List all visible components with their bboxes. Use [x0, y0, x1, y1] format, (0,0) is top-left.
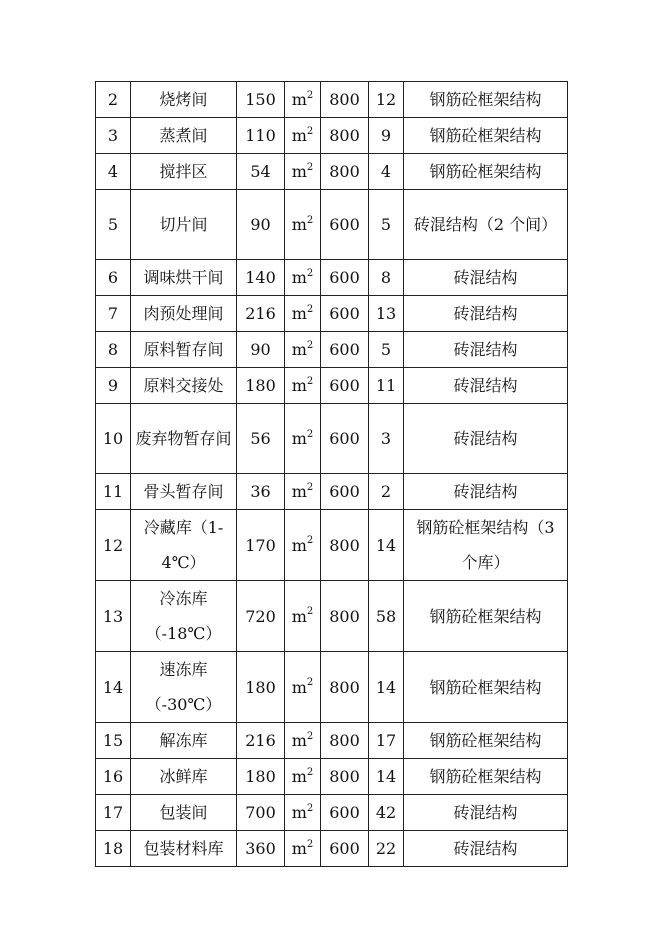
room-area: 150: [237, 82, 285, 118]
row-number: 13: [96, 581, 131, 652]
structure-type: 砖混结构: [404, 332, 568, 368]
unit-exponent: 2: [306, 766, 314, 778]
row-number: 16: [96, 759, 131, 795]
room-area: 140: [237, 260, 285, 296]
count-value: 13: [369, 296, 404, 332]
unit-exponent: 2: [306, 339, 314, 351]
table-body: [96, 82, 568, 867]
room-name: 速冻库（-30℃）: [131, 652, 237, 723]
load-value: 800: [321, 581, 369, 652]
count-value: 42: [369, 795, 404, 831]
row-number: 6: [96, 260, 131, 296]
count-value: 14: [369, 652, 404, 723]
unit-base: m: [291, 215, 307, 234]
structure-type: 砖混结构: [404, 404, 568, 474]
table-row: [96, 723, 568, 759]
load-value: 600: [321, 474, 369, 510]
room-area: 180: [237, 368, 285, 404]
unit-exponent: 2: [306, 303, 314, 315]
room-area: 180: [237, 652, 285, 723]
room-area: 110: [237, 118, 285, 154]
unit-base: m: [291, 376, 307, 395]
count-value: 3: [369, 404, 404, 474]
area-unit: [285, 404, 321, 474]
area-unit: [285, 368, 321, 404]
structure-type: 钢筋砼框架结构: [404, 759, 568, 795]
unit-base: m: [291, 839, 307, 858]
table-row: [96, 368, 568, 404]
structure-type: 钢筋砼框架结构: [404, 581, 568, 652]
area-unit: [285, 82, 321, 118]
unit-base: m: [291, 268, 307, 287]
room-name: 切片间: [131, 190, 237, 260]
unit-base: m: [291, 429, 307, 448]
room-name: 肉预处理间: [131, 296, 237, 332]
row-number: 14: [96, 652, 131, 723]
row-number: 8: [96, 332, 131, 368]
unit-base: m: [291, 340, 307, 359]
area-unit: [285, 759, 321, 795]
load-value: 600: [321, 795, 369, 831]
structure-type: 砖混结构（2 个间）: [404, 190, 568, 260]
structure-type: 钢筋砼框架结构: [404, 652, 568, 723]
table-row: [96, 82, 568, 118]
unit-exponent: 2: [306, 161, 314, 173]
area-unit: [285, 795, 321, 831]
area-unit: [285, 723, 321, 759]
load-value: 800: [321, 723, 369, 759]
unit-exponent: 2: [306, 535, 314, 547]
row-number: 5: [96, 190, 131, 260]
structure-type: 钢筋砼框架结构: [404, 82, 568, 118]
unit-exponent: 2: [306, 375, 314, 387]
unit-base: m: [291, 731, 307, 750]
structure-type: 钢筋砼框架结构（3 个库）: [404, 510, 568, 581]
load-value: 800: [321, 759, 369, 795]
area-unit: [285, 154, 321, 190]
table-row: [96, 296, 568, 332]
room-area: 180: [237, 759, 285, 795]
load-value: 800: [321, 652, 369, 723]
room-area: 90: [237, 332, 285, 368]
facility-table: [95, 81, 568, 867]
area-unit: [285, 510, 321, 581]
row-number: 3: [96, 118, 131, 154]
row-number: 4: [96, 154, 131, 190]
room-name: 原料交接处: [131, 368, 237, 404]
room-area: 54: [237, 154, 285, 190]
table-row: [96, 510, 568, 581]
count-value: 17: [369, 723, 404, 759]
area-unit: [285, 260, 321, 296]
room-name: 冷藏库（1-4℃）: [131, 510, 237, 581]
count-value: 5: [369, 332, 404, 368]
load-value: 600: [321, 260, 369, 296]
room-name: 骨头暂存间: [131, 474, 237, 510]
room-name: 蒸煮间: [131, 118, 237, 154]
structure-type: 钢筋砼框架结构: [404, 118, 568, 154]
room-name: 解冻库: [131, 723, 237, 759]
room-name: 冷冻库（-18℃）: [131, 581, 237, 652]
load-value: 800: [321, 154, 369, 190]
unit-base: m: [291, 606, 307, 626]
unit-exponent: 2: [306, 214, 314, 226]
area-unit: [285, 190, 321, 260]
unit-exponent: 2: [306, 428, 314, 440]
table-row: [96, 474, 568, 510]
room-area: 216: [237, 296, 285, 332]
area-unit: [285, 296, 321, 332]
unit-exponent: 2: [306, 606, 314, 618]
structure-type: 砖混结构: [404, 296, 568, 332]
load-value: 800: [321, 82, 369, 118]
row-number: 12: [96, 510, 131, 581]
unit-base: m: [291, 126, 307, 145]
area-unit: [285, 831, 321, 867]
unit-exponent: 2: [306, 267, 314, 279]
unit-base: m: [291, 767, 307, 786]
structure-type: 砖混结构: [404, 260, 568, 296]
count-value: 14: [369, 759, 404, 795]
row-number: 18: [96, 831, 131, 867]
count-value: 4: [369, 154, 404, 190]
row-number: 10: [96, 404, 131, 474]
room-name: 烧烤间: [131, 82, 237, 118]
count-value: 2: [369, 474, 404, 510]
structure-type: 砖混结构: [404, 474, 568, 510]
load-value: 600: [321, 404, 369, 474]
room-area: 216: [237, 723, 285, 759]
count-value: 22: [369, 831, 404, 867]
unit-base: m: [291, 677, 307, 697]
table-row: [96, 154, 568, 190]
unit-base: m: [291, 90, 307, 109]
room-name: 废弃物暂存间: [131, 404, 237, 474]
room-area: 56: [237, 404, 285, 474]
count-value: 5: [369, 190, 404, 260]
table-row: [96, 795, 568, 831]
table-row: [96, 404, 568, 474]
room-name: 搅拌区: [131, 154, 237, 190]
table-row: [96, 260, 568, 296]
count-value: 11: [369, 368, 404, 404]
load-value: 800: [321, 118, 369, 154]
unit-base: m: [291, 482, 307, 501]
load-value: 600: [321, 296, 369, 332]
unit-base: m: [291, 535, 307, 555]
unit-exponent: 2: [306, 802, 314, 814]
load-value: 600: [321, 368, 369, 404]
table-row: [96, 581, 568, 652]
unit-exponent: 2: [306, 838, 314, 850]
area-unit: [285, 474, 321, 510]
unit-exponent: 2: [306, 125, 314, 137]
unit-base: m: [291, 304, 307, 323]
unit-base: m: [291, 162, 307, 181]
table-row: [96, 652, 568, 723]
room-area: 700: [237, 795, 285, 831]
unit-exponent: 2: [306, 677, 314, 689]
structure-type: 砖混结构: [404, 368, 568, 404]
count-value: 9: [369, 118, 404, 154]
row-number: 17: [96, 795, 131, 831]
row-number: 15: [96, 723, 131, 759]
count-value: 14: [369, 510, 404, 581]
table-row: [96, 831, 568, 867]
load-value: 600: [321, 831, 369, 867]
room-name: 冰鲜库: [131, 759, 237, 795]
area-unit: [285, 118, 321, 154]
unit-exponent: 2: [306, 730, 314, 742]
table-row: [96, 759, 568, 795]
structure-type: 钢筋砼框架结构: [404, 154, 568, 190]
load-value: 600: [321, 190, 369, 260]
room-area: 36: [237, 474, 285, 510]
room-area: 170: [237, 510, 285, 581]
table-row: [96, 332, 568, 368]
row-number: 11: [96, 474, 131, 510]
room-name: 包装间: [131, 795, 237, 831]
count-value: 12: [369, 82, 404, 118]
structure-type: 砖混结构: [404, 831, 568, 867]
room-name: 调味烘干间: [131, 260, 237, 296]
area-unit: [285, 332, 321, 368]
room-area: 360: [237, 831, 285, 867]
structure-type: 砖混结构: [404, 795, 568, 831]
count-value: 58: [369, 581, 404, 652]
unit-exponent: 2: [306, 481, 314, 493]
area-unit: [285, 652, 321, 723]
room-area: 90: [237, 190, 285, 260]
unit-exponent: 2: [306, 89, 314, 101]
room-area: 720: [237, 581, 285, 652]
load-value: 800: [321, 510, 369, 581]
unit-base: m: [291, 803, 307, 822]
row-number: 9: [96, 368, 131, 404]
area-unit: [285, 581, 321, 652]
table-row: [96, 118, 568, 154]
room-name: 包装材料库: [131, 831, 237, 867]
load-value: 600: [321, 332, 369, 368]
row-number: 7: [96, 296, 131, 332]
structure-type: 钢筋砼框架结构: [404, 723, 568, 759]
count-value: 8: [369, 260, 404, 296]
table-row: [96, 190, 568, 260]
row-number: 2: [96, 82, 131, 118]
room-name: 原料暂存间: [131, 332, 237, 368]
